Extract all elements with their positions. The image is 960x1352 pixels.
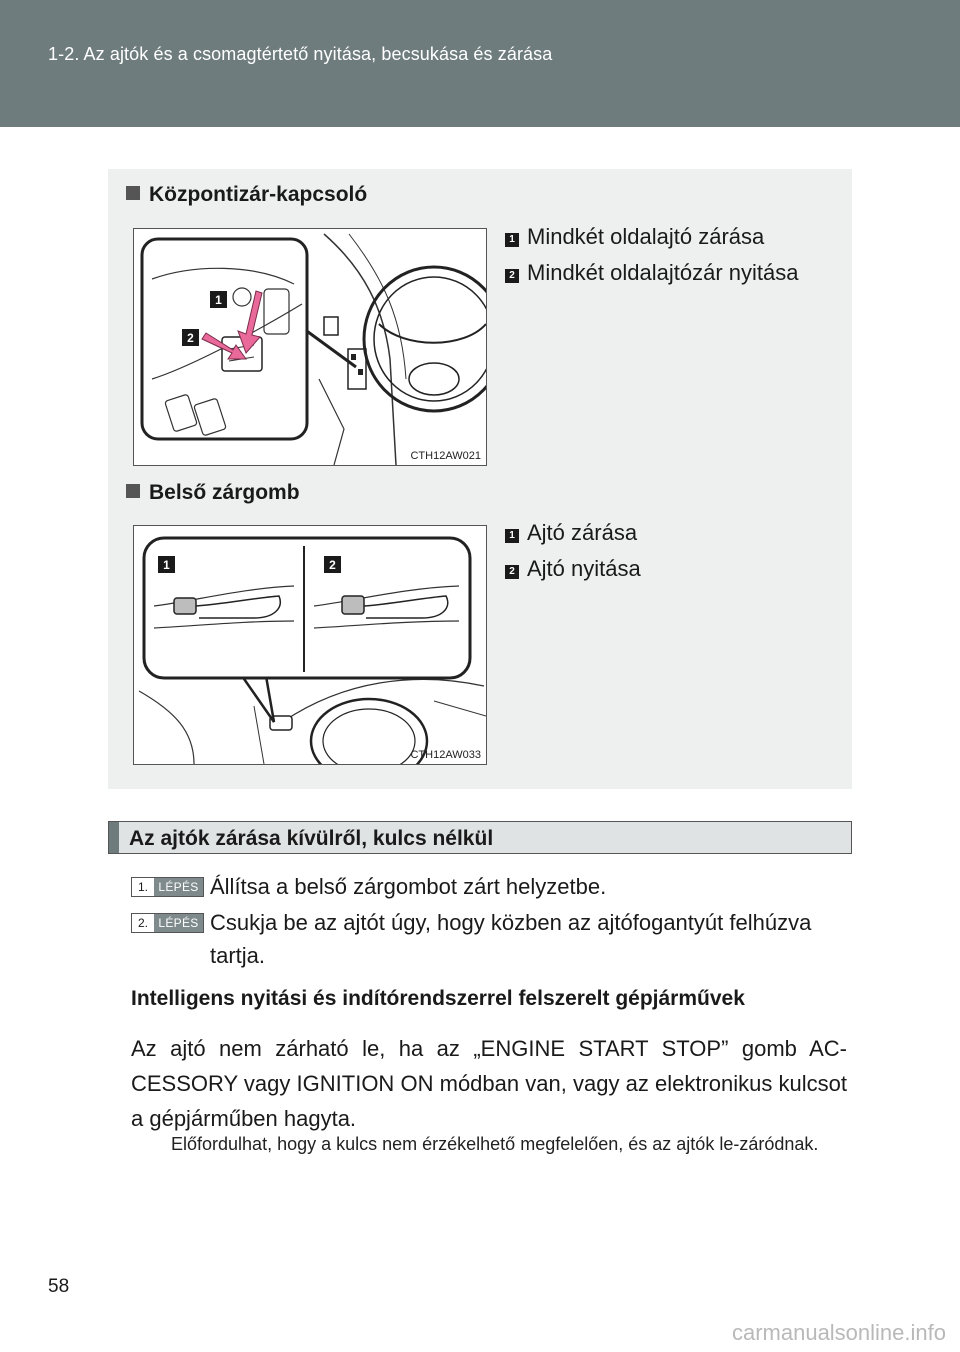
central-lock-illustration: [134, 229, 487, 466]
square-bullet-icon: [126, 186, 140, 200]
step-text: Állítsa a belső zárgombot zárt helyzetbe.: [210, 874, 607, 899]
section-title: Az ajtók zárása kívülről, kulcs nélkül: [129, 827, 494, 850]
figure-code: CTH12AW021: [410, 450, 481, 462]
callout-1-label: 1: [163, 558, 170, 572]
section-heading: [108, 821, 852, 854]
section-accent: [109, 822, 119, 853]
legend-item: 1 Mindkét oldalajtó zárása: [505, 224, 764, 250]
smart-key-subheading: Intelligens nyitási és indítórendszerrel felszerelt gépjárművek: [131, 987, 745, 1010]
inner-lock-heading: Belső zárgomb: [126, 481, 300, 505]
legend-item: 2 Ajtó nyitása: [505, 556, 641, 582]
callout-2-label: 2: [329, 558, 336, 572]
central-lock-figure: [133, 228, 487, 466]
page-number: 58: [48, 1276, 70, 1297]
note-paragraph: Előfordulhat, hogy a kulcs nem érzékelhető megfelelően, és az ajtók le-záródnak.: [171, 1134, 819, 1154]
number-badge: 1: [505, 529, 519, 543]
step-badge: 2. LÉPÉS: [131, 913, 204, 933]
callout-2-label: 2: [187, 331, 194, 345]
step-badge: 1. LÉPÉS: [131, 877, 204, 897]
legend-item: 2 Mindkét oldalajtózár nyitása: [505, 260, 798, 286]
step-text: Csukja be az ajtót úgy, hogy közben az ajtófogantyút felhúzva tartja.: [210, 910, 812, 968]
central-lock-heading: Központizár-kapcsoló: [126, 183, 367, 207]
inner-lock-figure: [133, 525, 487, 765]
chapter-title: 1-2. Az ajtók és a csomagtértető nyitása, becsukása és zárása: [48, 44, 553, 64]
watermark: carmanualsonline.info: [731, 1320, 946, 1345]
figure-code: CTH12AW033: [410, 749, 481, 761]
square-bullet-icon: [126, 484, 140, 498]
page-header: [0, 0, 960, 127]
number-badge: 2: [505, 269, 519, 283]
inner-lock-illustration: [134, 526, 487, 765]
number-badge: 1: [505, 233, 519, 247]
legend-item: 1 Ajtó zárása: [505, 520, 637, 546]
callout-1-label: 1: [215, 293, 222, 307]
number-badge: 2: [505, 565, 519, 579]
body-paragraph: Az ajtó nem zárható le, ha az „ENGINE START STOP” gomb AC-CESSORY vagy IGNITION ON módban van, vagy az elektronikus kulcsot a gépjárműben hagyta.: [131, 1036, 847, 1131]
